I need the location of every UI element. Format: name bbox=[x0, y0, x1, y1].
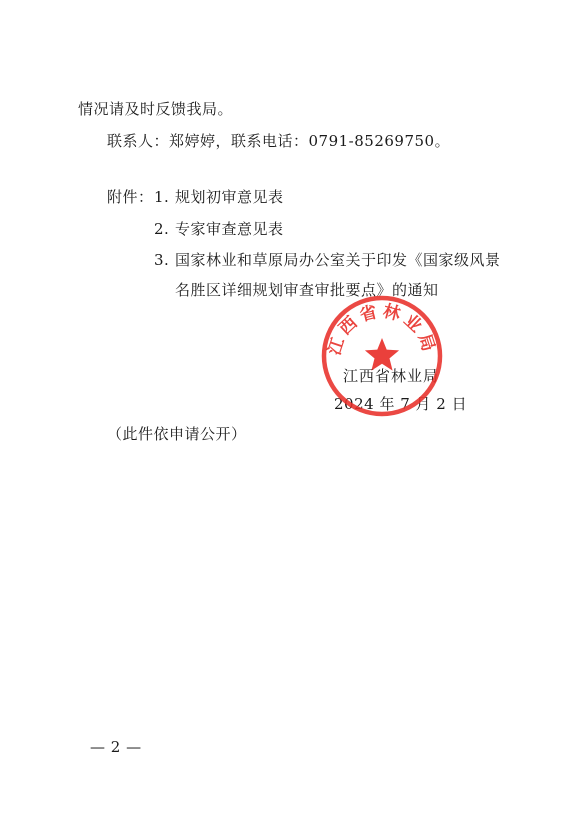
disclosure-note: （此件依申请公开） bbox=[107, 425, 247, 443]
attachment-number: 1. bbox=[154, 188, 170, 206]
attachments-label: 附件： bbox=[107, 188, 154, 206]
attachment-text: 专家审查意见表 bbox=[175, 220, 284, 238]
signature-date: 2024 年 7 月 2 日 bbox=[334, 395, 468, 413]
official-seal-stamp bbox=[320, 294, 444, 418]
attachment-number: 2. bbox=[154, 220, 170, 238]
attachment-item-3-continued: 名胜区详细规划审查审批要点》的通知 bbox=[175, 281, 439, 299]
attachment-item-1 bbox=[154, 186, 284, 207]
page-number: — 2 — bbox=[90, 738, 142, 756]
attachment-item-3 bbox=[154, 249, 501, 270]
star-icon bbox=[365, 338, 399, 371]
attachment-text: 国家林业和草原局办公室关于印发《国家级风景 bbox=[175, 251, 501, 269]
attachment-item-2 bbox=[154, 218, 284, 239]
attachment-text: 规划初审意见表 bbox=[175, 188, 284, 206]
svg-text:江西省林业局: 江西省林业局 bbox=[324, 301, 440, 358]
signature-organization: 江西省林业局 bbox=[343, 367, 440, 385]
attachment-number: 3. bbox=[154, 251, 170, 269]
body-line: 情况请及时反馈我局。 bbox=[78, 100, 234, 118]
contact-line: 联系人：郑婷婷，联系电话：0791-85269750。 bbox=[107, 132, 451, 150]
